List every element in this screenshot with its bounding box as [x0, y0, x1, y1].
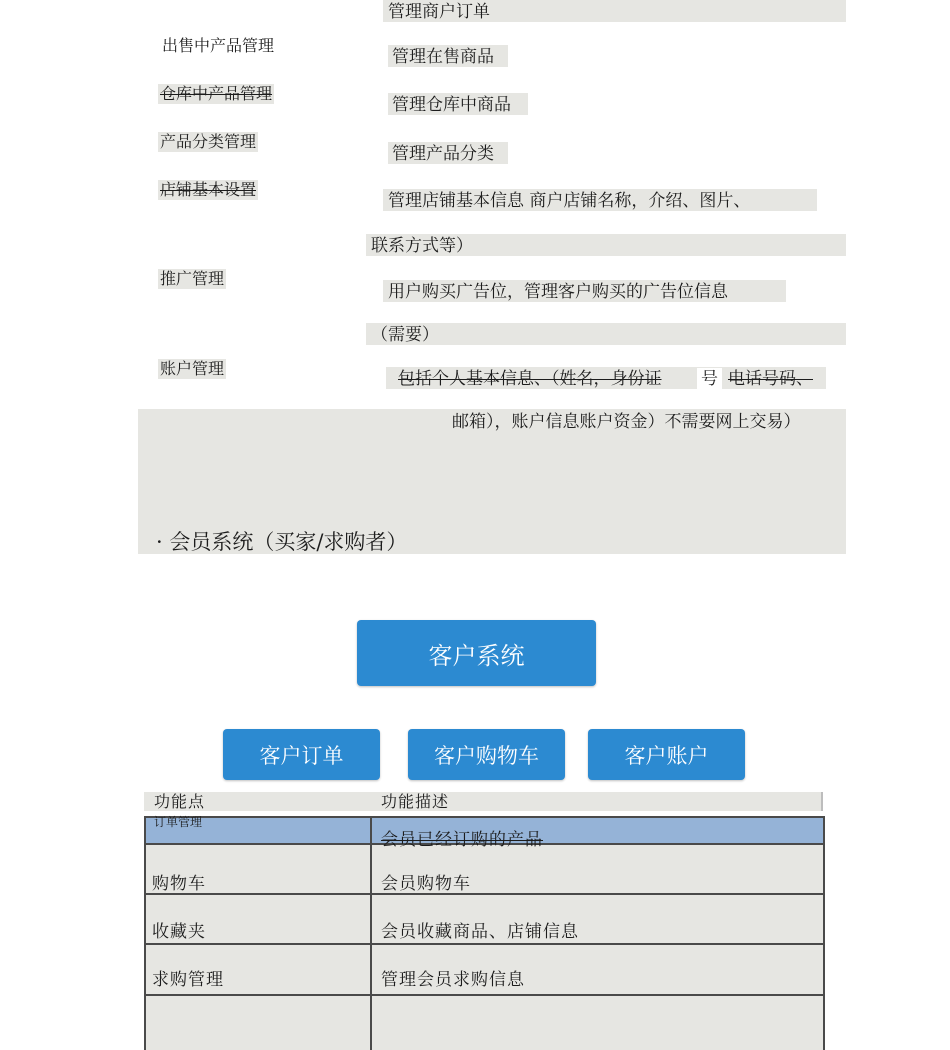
- table-cell-desc: 会员收藏商品、店铺信息: [381, 922, 579, 942]
- table-header-desc: 功能描述: [381, 792, 450, 811]
- desc-promotion: 用户购买广告位，管理客户购买的广告位信息: [388, 282, 728, 302]
- desc-account-cont: 邮箱），账户信息账户资金）不需要网上交易）: [452, 412, 801, 432]
- desc-store-settings: 管理店铺基本信息 商户店铺名称，介绍、图片、: [388, 191, 751, 211]
- label-promotion: 推广管理: [160, 269, 225, 288]
- desc-product-category: 管理产品分类: [392, 144, 494, 164]
- node-customer-orders-label: 客户订单: [259, 743, 344, 768]
- table-cell-desc: 会员已经订购的产品: [381, 830, 543, 850]
- desc-merchant-orders: 管理商户订单: [388, 2, 490, 22]
- desc-account-c: 电话号码、: [728, 369, 813, 389]
- table-header-point: 功能点: [154, 792, 206, 811]
- label-account: 账户管理: [160, 359, 225, 378]
- desc-warehouse-products: 管理仓库中商品: [392, 95, 511, 115]
- label-product-category: 产品分类管理: [160, 132, 257, 151]
- table-cell-desc: 会员购物车: [381, 874, 471, 894]
- desc-promotion-cont: （需要）: [371, 325, 439, 345]
- node-customer-orders: [223, 729, 380, 780]
- label-on-sale-products: 出售中产品管理: [162, 36, 275, 55]
- node-customer-system: [357, 620, 596, 686]
- desc-account-a: 包括个人基本信息、（姓名，身份证: [398, 369, 662, 389]
- node-customer-cart: [408, 729, 565, 780]
- label-store-settings: 店铺基本设置: [160, 180, 257, 199]
- label-warehouse-products: 仓库中产品管理: [160, 84, 273, 103]
- table-cell-point: 购物车: [152, 874, 206, 894]
- table-cell-point: 求购管理: [152, 970, 224, 990]
- node-customer-account-label: 客户账户: [624, 743, 709, 768]
- table-cell-desc: 管理会员求购信息: [381, 970, 525, 990]
- table-cell-point: 收藏夹: [152, 922, 206, 942]
- section-heading: · 会员系统（买家/求购者）: [156, 530, 408, 554]
- node-customer-system-label: 客户系统: [428, 641, 525, 670]
- desc-store-settings-cont: 联系方式等）: [371, 236, 473, 256]
- desc-on-sale-products: 管理在售商品: [392, 47, 494, 67]
- table-cell-point: 订单管理: [154, 815, 203, 829]
- desc-account-b: 号: [697, 368, 722, 390]
- node-customer-cart-label: 客户购物车: [434, 743, 539, 768]
- node-customer-account: [588, 729, 745, 780]
